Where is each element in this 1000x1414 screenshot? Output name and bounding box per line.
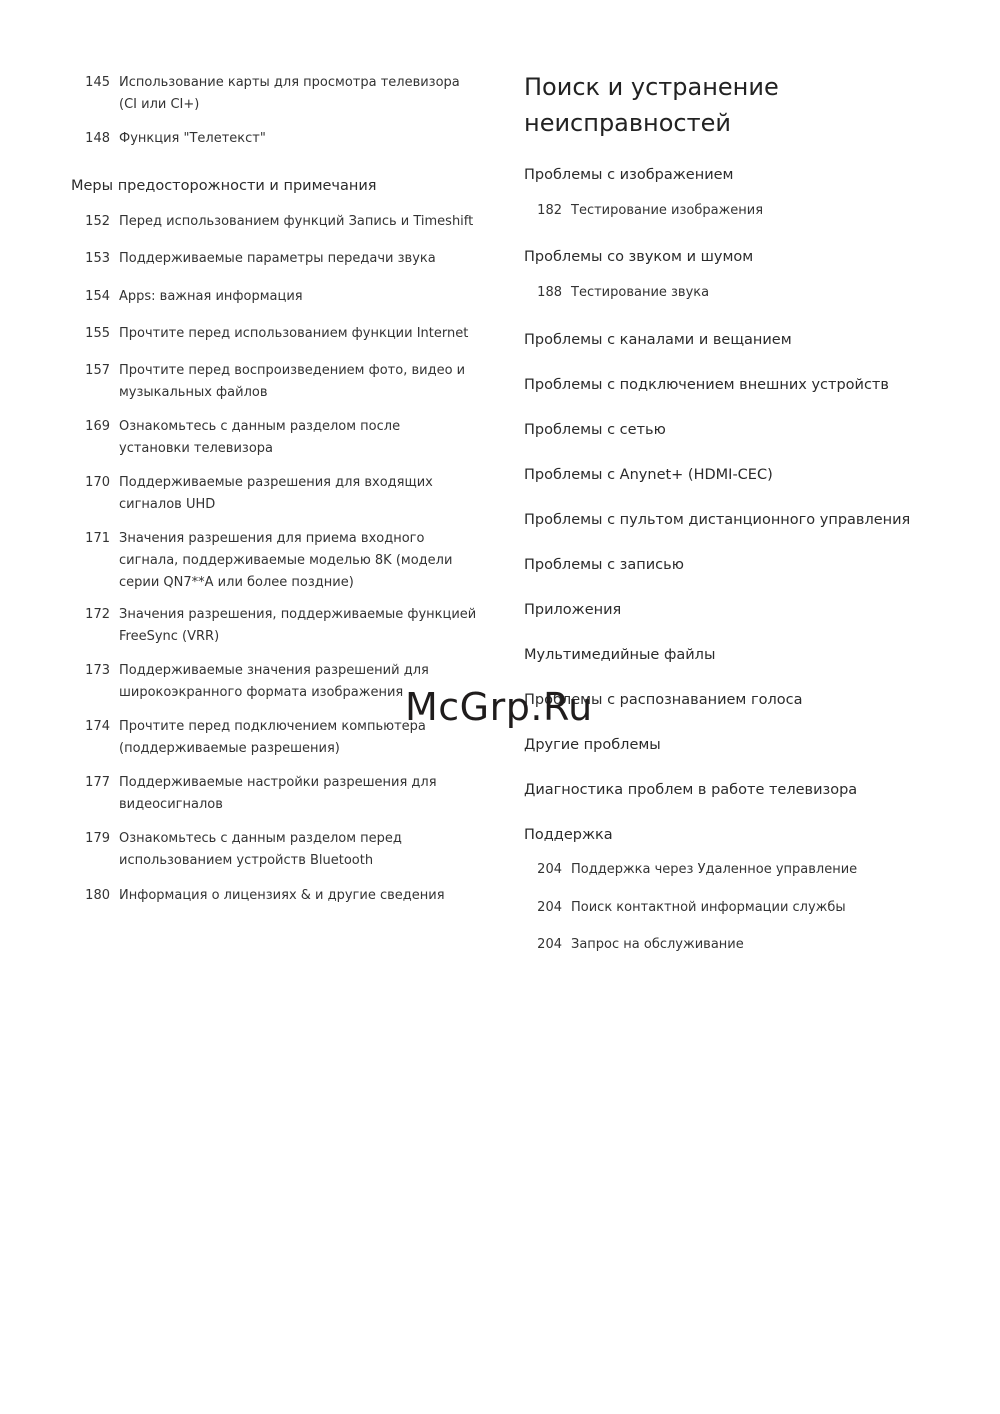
toc-entry-title: Поддерживаемые параметры передачи звука — [119, 251, 436, 266]
toc-entry[interactable] — [71, 772, 451, 816]
toc-entry-page: 180 — [85, 888, 110, 903]
toc-section-title[interactable]: Проблемы с записью — [524, 557, 684, 573]
toc-entry-page: 179 — [85, 831, 110, 846]
toc-entry[interactable] — [71, 211, 481, 233]
toc-entry-title: Прочтите перед подключением компьютера (поддерживаемые разрешения) — [119, 719, 426, 756]
toc-entry[interactable] — [71, 528, 481, 594]
toc-entry-page: 172 — [85, 607, 110, 622]
toc-entry-page: 148 — [85, 131, 110, 146]
toc-entry-title: Функция "Телетекст" — [119, 131, 266, 146]
toc-entry-page: 169 — [85, 419, 110, 434]
toc-entry-title: Apps: важная информация — [119, 289, 303, 304]
toc-entry-page: 182 — [537, 203, 562, 218]
toc-entry-page: 174 — [85, 719, 110, 734]
toc-entry-page: 145 — [85, 75, 110, 90]
toc-entry-title: Перед использованием функций Запись и Timeshift — [119, 214, 474, 229]
toc-section-title[interactable]: Проблемы с Anynet+ (HDMI-CEC) — [524, 467, 773, 483]
toc-entry[interactable] — [71, 323, 481, 345]
toc-section-title[interactable]: Проблемы с каналами и вещанием — [524, 332, 792, 348]
chapter-title: Поиск и устранение неисправностей — [524, 73, 779, 137]
toc-entry-page: 188 — [537, 285, 562, 300]
toc-entry-page: 152 — [85, 214, 110, 229]
toc-entry-page: 157 — [85, 363, 110, 378]
toc-entry-title: Запрос на обслуживание — [571, 937, 744, 952]
toc-entry-title: Значения разрешения для приема входного сигнала, поддерживаемые моделью 8K (модели серии QN7**A или более поздние) — [119, 531, 453, 590]
toc-entry-title: Поддерживаемые значения разрешений для широкоэкранного формата изображения — [119, 663, 429, 700]
toc-entry[interactable] — [71, 660, 451, 704]
toc-section-title[interactable]: Поддержка — [524, 827, 613, 843]
toc-section-title[interactable]: Мультимедийные файлы — [524, 647, 716, 663]
toc-entry[interactable] — [71, 828, 481, 872]
toc-entry[interactable] — [524, 282, 964, 304]
toc-entry-page: 155 — [85, 326, 110, 341]
toc-entry-page: 204 — [537, 900, 562, 915]
toc-entry[interactable] — [71, 472, 481, 516]
toc-entry-title: Поиск контактной информации службы — [571, 900, 846, 915]
toc-section-title[interactable]: Проблемы с сетью — [524, 422, 666, 438]
toc-entry-title: Поддерживаемые разрешения для входящих сигналов UHD — [119, 475, 433, 512]
toc-entry[interactable] — [71, 248, 481, 270]
toc-entry-page: 173 — [85, 663, 110, 678]
toc-entry[interactable] — [71, 360, 471, 404]
toc-entry[interactable] — [71, 716, 451, 760]
toc-entry-page: 154 — [85, 289, 110, 304]
toc-entry[interactable] — [524, 934, 964, 956]
watermark-text: McGrp.Ru — [405, 685, 593, 729]
toc-entry-title: Тестирование изображения — [571, 203, 764, 218]
toc-entry-title: Информация о лицензиях & и другие сведения — [119, 888, 445, 903]
toc-entry[interactable] — [524, 859, 964, 881]
toc-entry-title: Прочтите перед воспроизведением фото, видео и музыкальных файлов — [119, 363, 466, 400]
toc-entry-page: 153 — [85, 251, 110, 266]
toc-entry-page: 204 — [537, 862, 562, 877]
toc-entry-title: Ознакомьтесь с данным разделом после установки телевизора — [119, 419, 401, 456]
toc-entry[interactable] — [71, 72, 481, 116]
toc-section-title[interactable]: Другие проблемы — [524, 737, 661, 753]
toc-entry[interactable] — [71, 885, 481, 907]
toc-entry-page: 204 — [537, 937, 562, 952]
toc-section-title[interactable]: Проблемы с изображением — [524, 167, 734, 183]
toc-section-title[interactable]: Приложения — [524, 602, 622, 618]
toc-entry-title: Значения разрешения, поддерживаемые функцией FreeSync (VRR) — [119, 607, 477, 644]
toc-entry[interactable] — [524, 200, 964, 222]
toc-section-title[interactable]: Проблемы с пультом дистанционного управления — [524, 512, 911, 528]
toc-entry[interactable] — [71, 604, 481, 648]
toc-entry-title: Поддерживаемые настройки разрешения для видеосигналов — [119, 775, 437, 812]
toc-section-title[interactable]: Проблемы с распознаванием голоса — [524, 692, 803, 708]
toc-entry[interactable] — [71, 128, 481, 150]
toc-entry-page: 170 — [85, 475, 110, 490]
toc-entry[interactable] — [71, 416, 471, 460]
toc-entry-page: 177 — [85, 775, 110, 790]
toc-entry[interactable] — [71, 286, 481, 308]
toc-entry-title: Поддержка через Удаленное управление — [571, 862, 858, 877]
toc-entry[interactable] — [524, 897, 964, 919]
toc-section-title[interactable]: Проблемы со звуком и шумом — [524, 249, 754, 265]
toc-entry-title: Ознакомьтесь с данным разделом перед использованием устройств Bluetooth — [119, 831, 402, 868]
toc-entry-title: Прочтите перед использованием функции Internet — [119, 326, 469, 341]
toc-section-title[interactable]: Меры предосторожности и примечания — [71, 178, 377, 194]
toc-section-title[interactable]: Проблемы с подключением внешних устройств — [524, 377, 889, 393]
toc-entry-title: Тестирование звука — [571, 285, 710, 300]
toc-entry-page: 171 — [85, 531, 110, 546]
toc-entry-title: Использование карты для просмотра телевизора (CI или CI+) — [119, 75, 460, 112]
toc-section-title[interactable]: Диагностика проблем в работе телевизора — [524, 782, 858, 798]
